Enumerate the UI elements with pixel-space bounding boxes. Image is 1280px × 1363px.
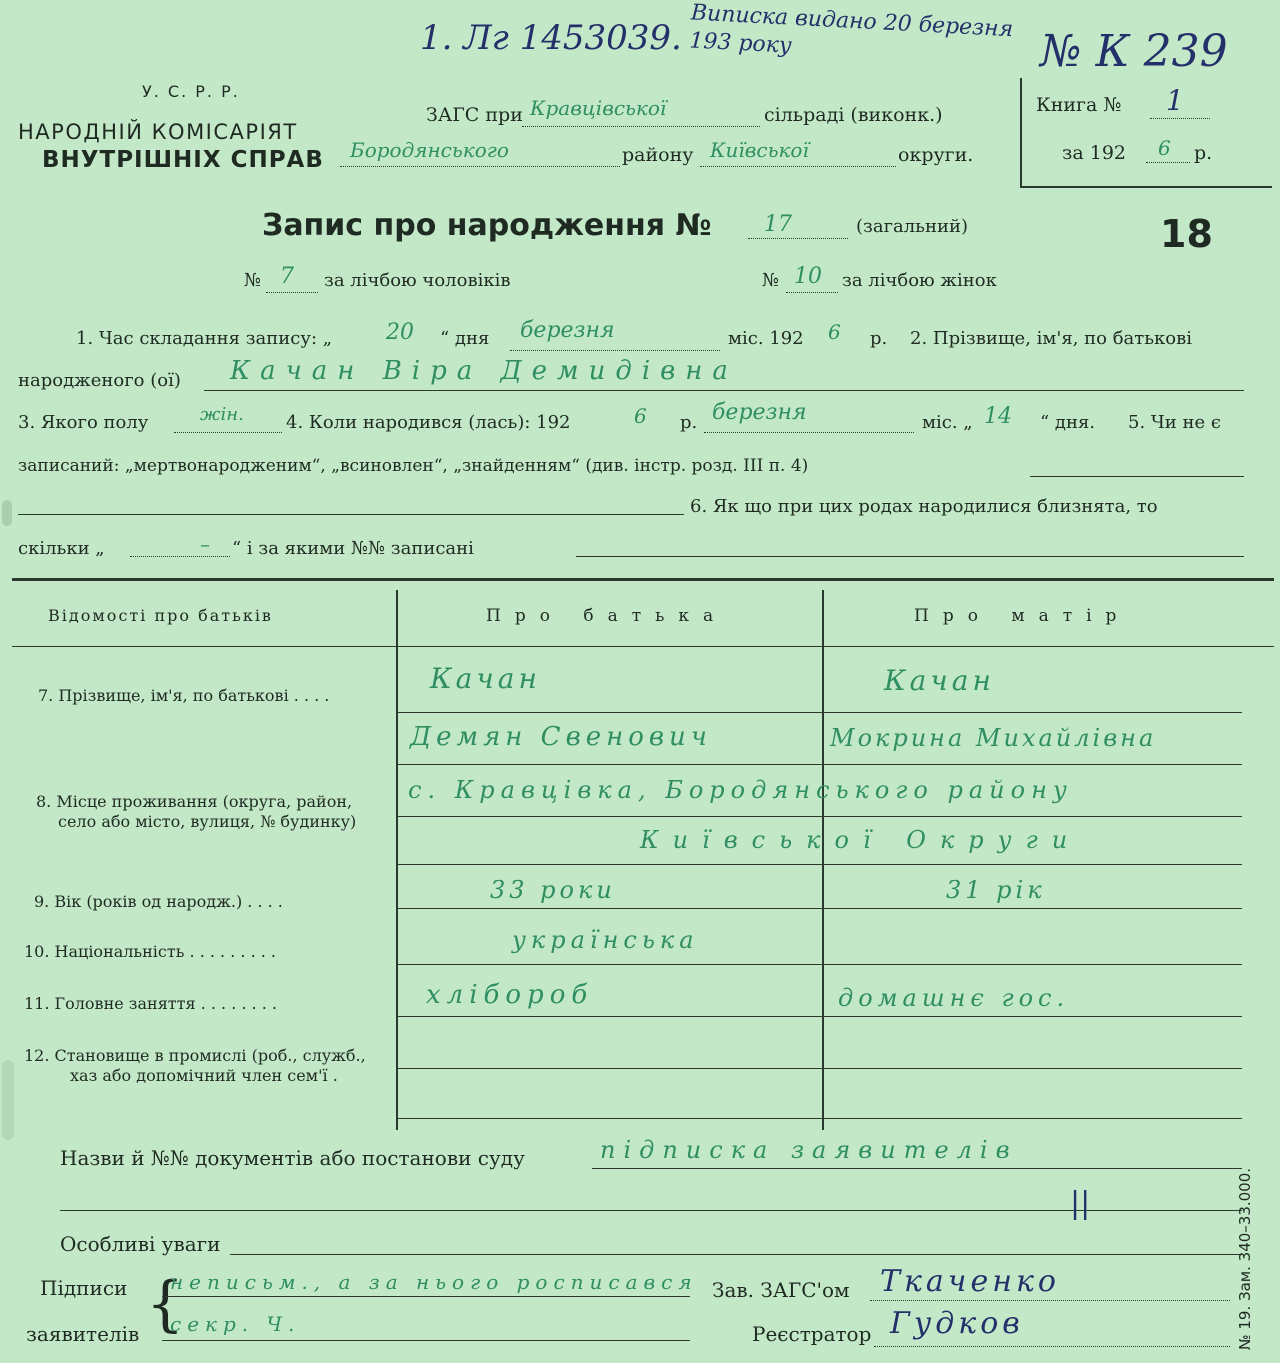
record-copy-number: № К 239 bbox=[1040, 26, 1228, 77]
row12-label: 12. Становище в промислі (роб., служб., bbox=[24, 1046, 366, 1065]
row-line-5 bbox=[398, 908, 1242, 909]
mother-age: 31 рік bbox=[946, 876, 1046, 904]
record-number-line bbox=[748, 238, 848, 239]
applicant-sign-1: неписьм., а за нього росписався bbox=[170, 1270, 698, 1294]
female-label: за лічбою жінок bbox=[842, 270, 997, 291]
documents-line bbox=[592, 1168, 1242, 1169]
field4-month-line bbox=[704, 432, 914, 433]
row-line-6 bbox=[398, 964, 1242, 965]
male-count: 7 bbox=[280, 264, 294, 289]
zags-prefix: ЗАГС при bbox=[426, 104, 523, 126]
field6-numbers-line bbox=[576, 556, 1244, 557]
field2-label: 2. Прізвище, ім'я, по батькові bbox=[910, 328, 1193, 349]
father-surname: Качан bbox=[430, 662, 541, 695]
applicant-sign-2: секр. Ч. bbox=[170, 1312, 301, 1336]
female-count-line bbox=[786, 292, 838, 293]
table-top-border bbox=[12, 578, 1274, 581]
page-number: 18 bbox=[1160, 212, 1213, 256]
notes-line bbox=[230, 1254, 1242, 1255]
field1-month: березня bbox=[520, 318, 615, 343]
field1-mis: міс. 192 bbox=[728, 328, 804, 349]
row-line-9 bbox=[398, 1118, 1242, 1119]
row-line-2 bbox=[398, 764, 1242, 765]
row11-label: 11. Головне заняття . . . . . . . . bbox=[24, 994, 277, 1013]
field5-label: 5. Чи не є bbox=[1128, 412, 1221, 433]
book-number-line bbox=[1150, 118, 1210, 119]
field5-line bbox=[1030, 476, 1244, 477]
table-divider-2 bbox=[822, 590, 824, 1130]
zags-village-line bbox=[522, 126, 760, 127]
documents-line-2 bbox=[60, 1210, 1242, 1211]
archive-stamp-number: 1. Лг 1453039. bbox=[420, 18, 682, 58]
okrug-label: округи. bbox=[898, 144, 974, 166]
zags-suffix: сільраді (виконк.) bbox=[764, 104, 943, 126]
field1-label: 1. Час складання запису: „ bbox=[76, 328, 333, 349]
book-year-line bbox=[1146, 162, 1190, 163]
field1-day-suffix: “ дня bbox=[440, 328, 490, 349]
applicants-label: заявителів bbox=[26, 1322, 140, 1346]
field5-label2: записаний: „мертвонародженим“, „всиновлен“, „знайденням“ (див. інстр. розд. III п. 4) bbox=[18, 456, 809, 476]
commissariat-subtitle: ВНУТРІШНІХ СПРАВ bbox=[42, 147, 324, 173]
signature-brace: { bbox=[146, 1269, 185, 1339]
head-label: Зав. ЗАГС'ом bbox=[712, 1278, 850, 1302]
table-col2-header: Про батька bbox=[486, 606, 728, 626]
field4-year: 6 bbox=[634, 404, 647, 428]
book-year-prefix: за 192 bbox=[1062, 142, 1126, 164]
field6-label3: “ і за якими №№ записані bbox=[232, 538, 474, 559]
field6-label2: скільки „ bbox=[18, 538, 105, 559]
row10-label: 10. Національність . . . . . . . . . bbox=[24, 942, 276, 961]
handwritten-top-note: Виписка видано 20 березня 193 року bbox=[688, 0, 1014, 59]
okrug-line bbox=[700, 166, 896, 167]
field6-blank-line bbox=[18, 514, 684, 515]
row-line-3 bbox=[398, 816, 1242, 817]
registrar-label: Реєстратор bbox=[752, 1322, 872, 1346]
field1-r: р. bbox=[870, 328, 888, 349]
field6-count-line bbox=[130, 556, 230, 557]
documents-value: підписка заявителів bbox=[600, 1136, 1018, 1164]
row-line-8 bbox=[398, 1068, 1242, 1069]
mother-residence: Київської Округи bbox=[640, 826, 1082, 854]
field4-month: березня bbox=[712, 400, 807, 425]
male-count-line bbox=[266, 292, 318, 293]
field2-value: Качан Віра Демидівна bbox=[230, 356, 738, 386]
print-order-code: № 19. Зам. 340–33.000. bbox=[1236, 1167, 1254, 1350]
field3-value: жін. bbox=[200, 404, 244, 425]
mother-name: Мокрина Михайлівна bbox=[830, 724, 1157, 752]
row7-label: 7. Прізвище, ім'я, по батькові . . . . bbox=[38, 686, 330, 705]
punch-hole-top bbox=[2, 500, 12, 526]
rayon-line bbox=[340, 166, 620, 167]
field2-label2: народженого (ої) bbox=[18, 370, 181, 391]
male-label: за лічбою чоловіків bbox=[324, 270, 511, 291]
table-divider-1 bbox=[396, 590, 398, 1130]
signatures-label: Підписи bbox=[40, 1276, 128, 1300]
female-prefix: № bbox=[762, 270, 780, 291]
field4-label: 4. Коли народився (лась): 192 bbox=[286, 412, 571, 433]
field4-day: 14 bbox=[984, 404, 1012, 429]
row12-label2: хаз або допомічний член сем'ї . bbox=[70, 1066, 338, 1085]
field1-year: 6 bbox=[828, 320, 841, 344]
applicant-sign-line-2 bbox=[162, 1340, 690, 1341]
registrar-signature: Гудков bbox=[890, 1306, 1024, 1341]
record-number: 17 bbox=[764, 212, 792, 237]
book-label: Книга № bbox=[1036, 94, 1122, 116]
row-line-1 bbox=[398, 712, 1242, 713]
rayon-label: району bbox=[622, 144, 694, 166]
field4-mis: міс. „ bbox=[922, 412, 973, 433]
registrar-sign-line bbox=[874, 1346, 1230, 1347]
notes-label: Особливі уваги bbox=[60, 1232, 221, 1256]
rayon-value: Бородянського bbox=[350, 138, 509, 162]
field6-label: 6. Як що при цих родах народилися близнята, то bbox=[690, 496, 1158, 517]
father-occupation: хлібороб bbox=[426, 980, 594, 1010]
field3-line bbox=[174, 432, 282, 433]
record-general-label: (загальний) bbox=[856, 216, 968, 237]
female-count: 10 bbox=[794, 264, 822, 289]
row-line-7 bbox=[398, 1016, 1242, 1017]
field1-day: 20 bbox=[386, 320, 414, 345]
okrug-value: Київської bbox=[710, 138, 809, 162]
mother-occupation: домашнє гос. bbox=[838, 984, 1070, 1012]
row9-label: 9. Вік (років од народж.) . . . . bbox=[34, 892, 283, 911]
documents-label: Назви й №№ документів або постанови суду bbox=[60, 1146, 525, 1170]
row8-label2: село або місто, вулиця, № будинку) bbox=[58, 812, 357, 831]
field6-count: – bbox=[200, 532, 210, 556]
mother-surname: Качан bbox=[884, 664, 995, 697]
row8-label: 8. Місце проживання (округа, район, bbox=[36, 792, 353, 811]
field4-day-suffix: “ дня. bbox=[1040, 412, 1096, 433]
book-number: 1 bbox=[1166, 84, 1184, 117]
field4-r: р. bbox=[680, 412, 698, 433]
book-year-digit: 6 bbox=[1158, 136, 1171, 160]
row-line-4 bbox=[398, 864, 1242, 865]
father-age: 33 роки bbox=[490, 876, 616, 904]
pencil-mark: || bbox=[1070, 1186, 1091, 1221]
zags-village-value: Кравцівської bbox=[530, 96, 667, 120]
applicant-sign-line-1 bbox=[162, 1296, 690, 1297]
book-year-suffix: р. bbox=[1194, 142, 1213, 164]
father-name: Демян Свенович bbox=[410, 722, 712, 752]
father-residence: с. Кравцівка, Бородянського району bbox=[408, 776, 1073, 804]
table-col1-header: Відомості про батьків bbox=[48, 606, 273, 625]
head-sign-line bbox=[870, 1300, 1230, 1301]
male-prefix: № bbox=[244, 270, 262, 291]
table-col3-header: Про матір bbox=[914, 606, 1131, 626]
commissariat-title: НАРОДНІЙ КОМІСАРІЯТ bbox=[18, 120, 298, 144]
head-signature: Ткаченко bbox=[880, 1264, 1060, 1299]
punch-hole-bottom bbox=[2, 1060, 14, 1140]
table-header-border bbox=[12, 646, 1274, 647]
field2-line bbox=[204, 390, 1244, 391]
ussr-label: У. С. Р. Р. bbox=[142, 82, 240, 101]
record-title: Запис про народження № bbox=[262, 208, 712, 243]
field1-month-line bbox=[510, 350, 720, 351]
field3-label: 3. Якого полу bbox=[18, 412, 149, 433]
father-nationality: українська bbox=[512, 926, 699, 954]
